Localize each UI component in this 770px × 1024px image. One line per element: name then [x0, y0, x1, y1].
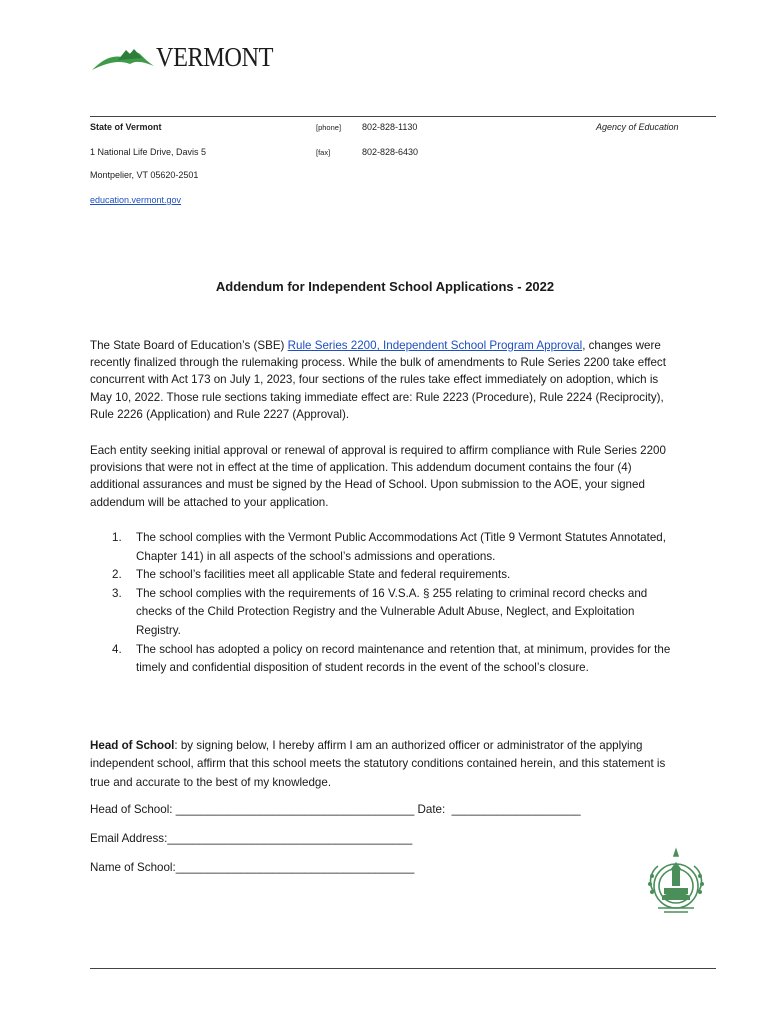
affirmation-paragraph [90, 737, 680, 792]
list-number: 4. [112, 642, 122, 656]
address-line-2: Montpelier, VT 05620-2501 [90, 170, 199, 180]
logo-text: VERMONT [156, 42, 273, 72]
head-of-school-signature-line[interactable]: Head of School: _____________________________________ Date: ____________________ [90, 803, 581, 816]
intro-text-before: The State Board of Education’s (SBE) [90, 339, 288, 352]
assurances-list [90, 529, 680, 678]
list-item [90, 566, 680, 585]
list-text: The school complies with the Vermont Public Accommodations Act (Title 9 Vermont Statutes Annotated, Chapter 141) in all aspects of the school’s admissions and operations. [136, 531, 666, 563]
list-item [90, 641, 680, 678]
school-name-line[interactable]: Name of School:_____________________________________ [90, 861, 415, 874]
list-number: 2. [112, 568, 122, 582]
intro-text-after: , changes were recently finalized through the rulemaking process. While the bulk of amendments to Rule Series 2200 take effect concurrent with Act 173 on July 1, 2023, four sections of the rules take effect immediately on adoption, which is May 10, 2022. Those rule sections taking immediate effect are: Rule 2223 (Procedure), Rule 2224 (Reciprocity), Rule 2226 (Application) and Rule 2227 (Approval). [90, 339, 666, 421]
vermont-seal-icon [644, 846, 708, 918]
list-item [90, 585, 680, 641]
list-number: 1. [112, 531, 122, 544]
list-text: The school has adopted a policy on record maintenance and retention that, at minimum, provides for the timely and confidential disposition of student records in the event of the school’s closure. [136, 642, 671, 675]
address-line-1: 1 National Life Drive, Davis 5 [90, 147, 207, 157]
list-text: The school complies with the requirements of 16 V.S.A. § 255 relating to criminal record checks and checks of the Child Protection Registry and the Vulnerable Adult Abuse, Neglect, and Exploitation Registry. [136, 586, 648, 637]
phone-label: [phone] [316, 123, 342, 132]
requirement-paragraph: Each entity seeking initial approval or renewal of approval is required to affirm compliance with Rule Series 2200 provisions that were not in effect at the time of application. This addendum document contains the four (4) additional assurances and must be signed by the Head of School. Upon submission to the AOE, your signed addendum will be attached to your application. [90, 444, 666, 509]
affirmation-bold: Head of School [90, 739, 175, 752]
list-text: The school’s facilities meet all applicable State and federal requirements. [136, 568, 511, 582]
org-name: State of Vermont [90, 122, 162, 132]
fax-label: [fax] [316, 148, 331, 157]
footer-rule [90, 968, 716, 969]
list-item [90, 529, 680, 566]
document-title: Addendum for Independent School Applications - 2022 [215, 279, 555, 294]
header-rule [90, 116, 716, 117]
fax-number: 802-828-6430 [362, 147, 419, 157]
phone-number: 802-828-1130 [362, 122, 418, 132]
email-address-line[interactable]: Email Address:______________________________________ [90, 832, 413, 845]
website-link[interactable]: education.vermont.gov [90, 195, 182, 205]
affirmation-text: : by signing below, I hereby affirm I am an authorized officer or administrator of the applying independent school, affirm that this school meets the statutory conditions contained herein, and this statement is true and accurate to the best of my knowledge. [90, 739, 666, 789]
intro-paragraph [90, 337, 680, 423]
list-number: 3. [112, 586, 122, 600]
agency-name: Agency of Education [596, 122, 679, 132]
rule-series-link[interactable]: Rule Series 2200, Independent School Program Approval [287, 339, 583, 352]
